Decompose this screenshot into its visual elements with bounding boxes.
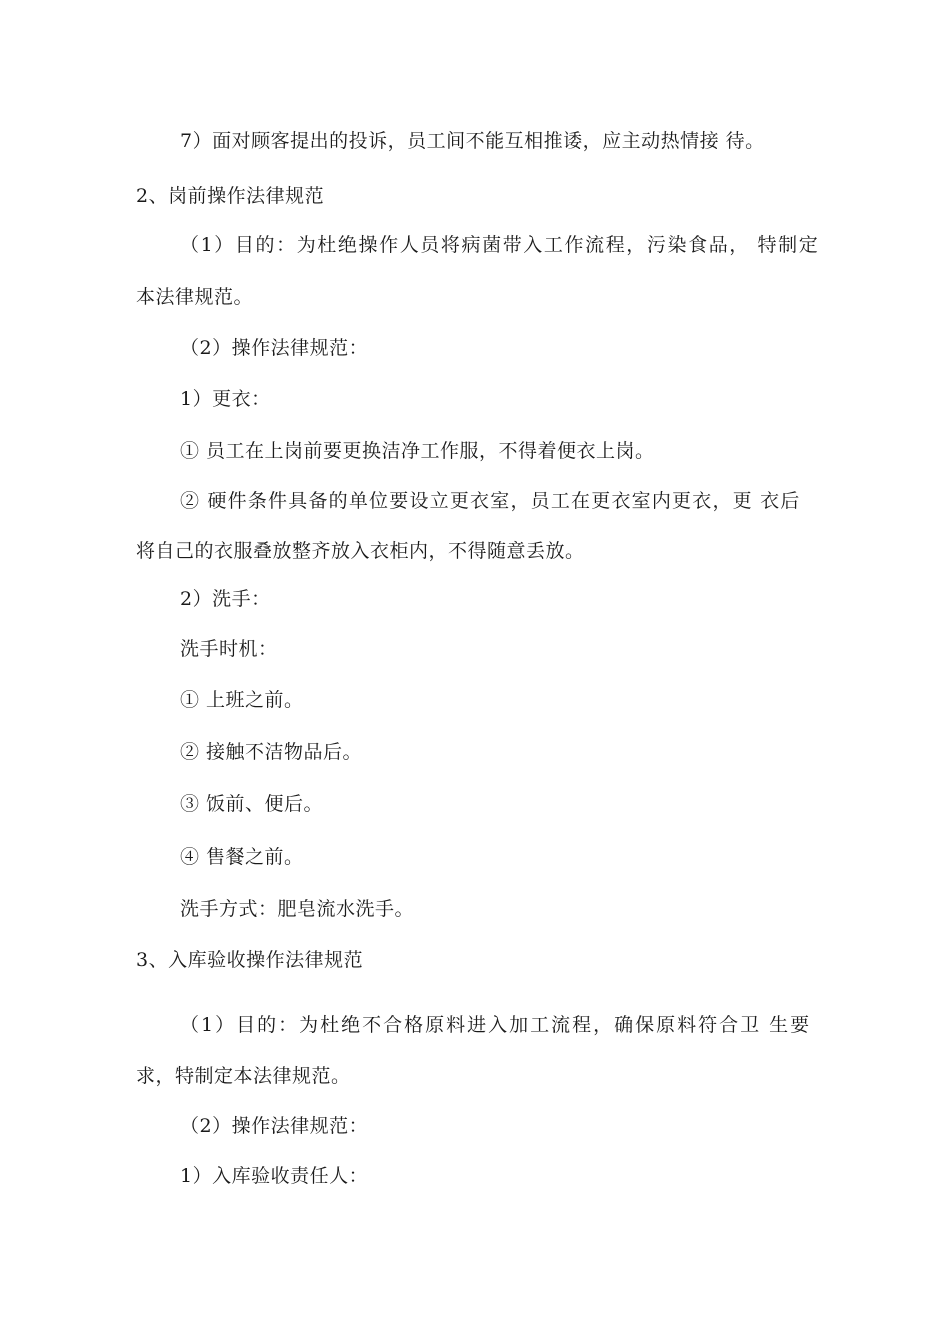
section-heading: 3、入库验收操作法律规范 (136, 949, 364, 971)
list-item: ③ 饭前、便后。 (180, 793, 324, 815)
paragraph-line: 洗手方式：肥皂流水洗手。 (180, 898, 415, 920)
paragraph-line: （1）目的：为杜绝操作人员将病菌带入工作流程，污染食品， 特制定 (180, 234, 820, 256)
item-heading: 1）更衣： (180, 388, 271, 410)
paragraph-line: （1）目的：为杜绝不合格原料进入加工流程，确保原料符合卫 生要 (180, 1014, 812, 1036)
list-item: ④ 售餐之前。 (180, 846, 304, 868)
section-heading: 2、岗前操作法律规范 (136, 185, 325, 207)
paragraph-line: 将自己的衣服叠放整齐放入衣柜内，不得随意丢放。 (136, 540, 585, 562)
list-item: ② 接触不洁物品后。 (180, 741, 363, 763)
subsection-heading: （2）操作法律规范： (180, 1115, 369, 1137)
subsection-heading: （2）操作法律规范： (180, 337, 369, 359)
list-item: ① 上班之前。 (180, 689, 304, 711)
paragraph-line: 本法律规范。 (136, 286, 254, 308)
item-heading: 1）入库验收责任人： (180, 1165, 369, 1187)
list-item: ② 硬件条件具备的单位要设立更衣室，员工在更衣室内更衣，更 衣后 (180, 490, 801, 512)
paragraph-line: 洗手时机： (180, 638, 278, 660)
item-heading: 2）洗手： (180, 588, 271, 610)
paragraph-line: 求，特制定本法律规范。 (136, 1065, 351, 1087)
list-item: ① 员工在上岗前要更换洁净工作服，不得着便衣上岗。 (180, 440, 655, 462)
paragraph-line: 7）面对顾客提出的投诉，员工间不能互相推诿，应主动热情接 待。 (180, 130, 765, 152)
